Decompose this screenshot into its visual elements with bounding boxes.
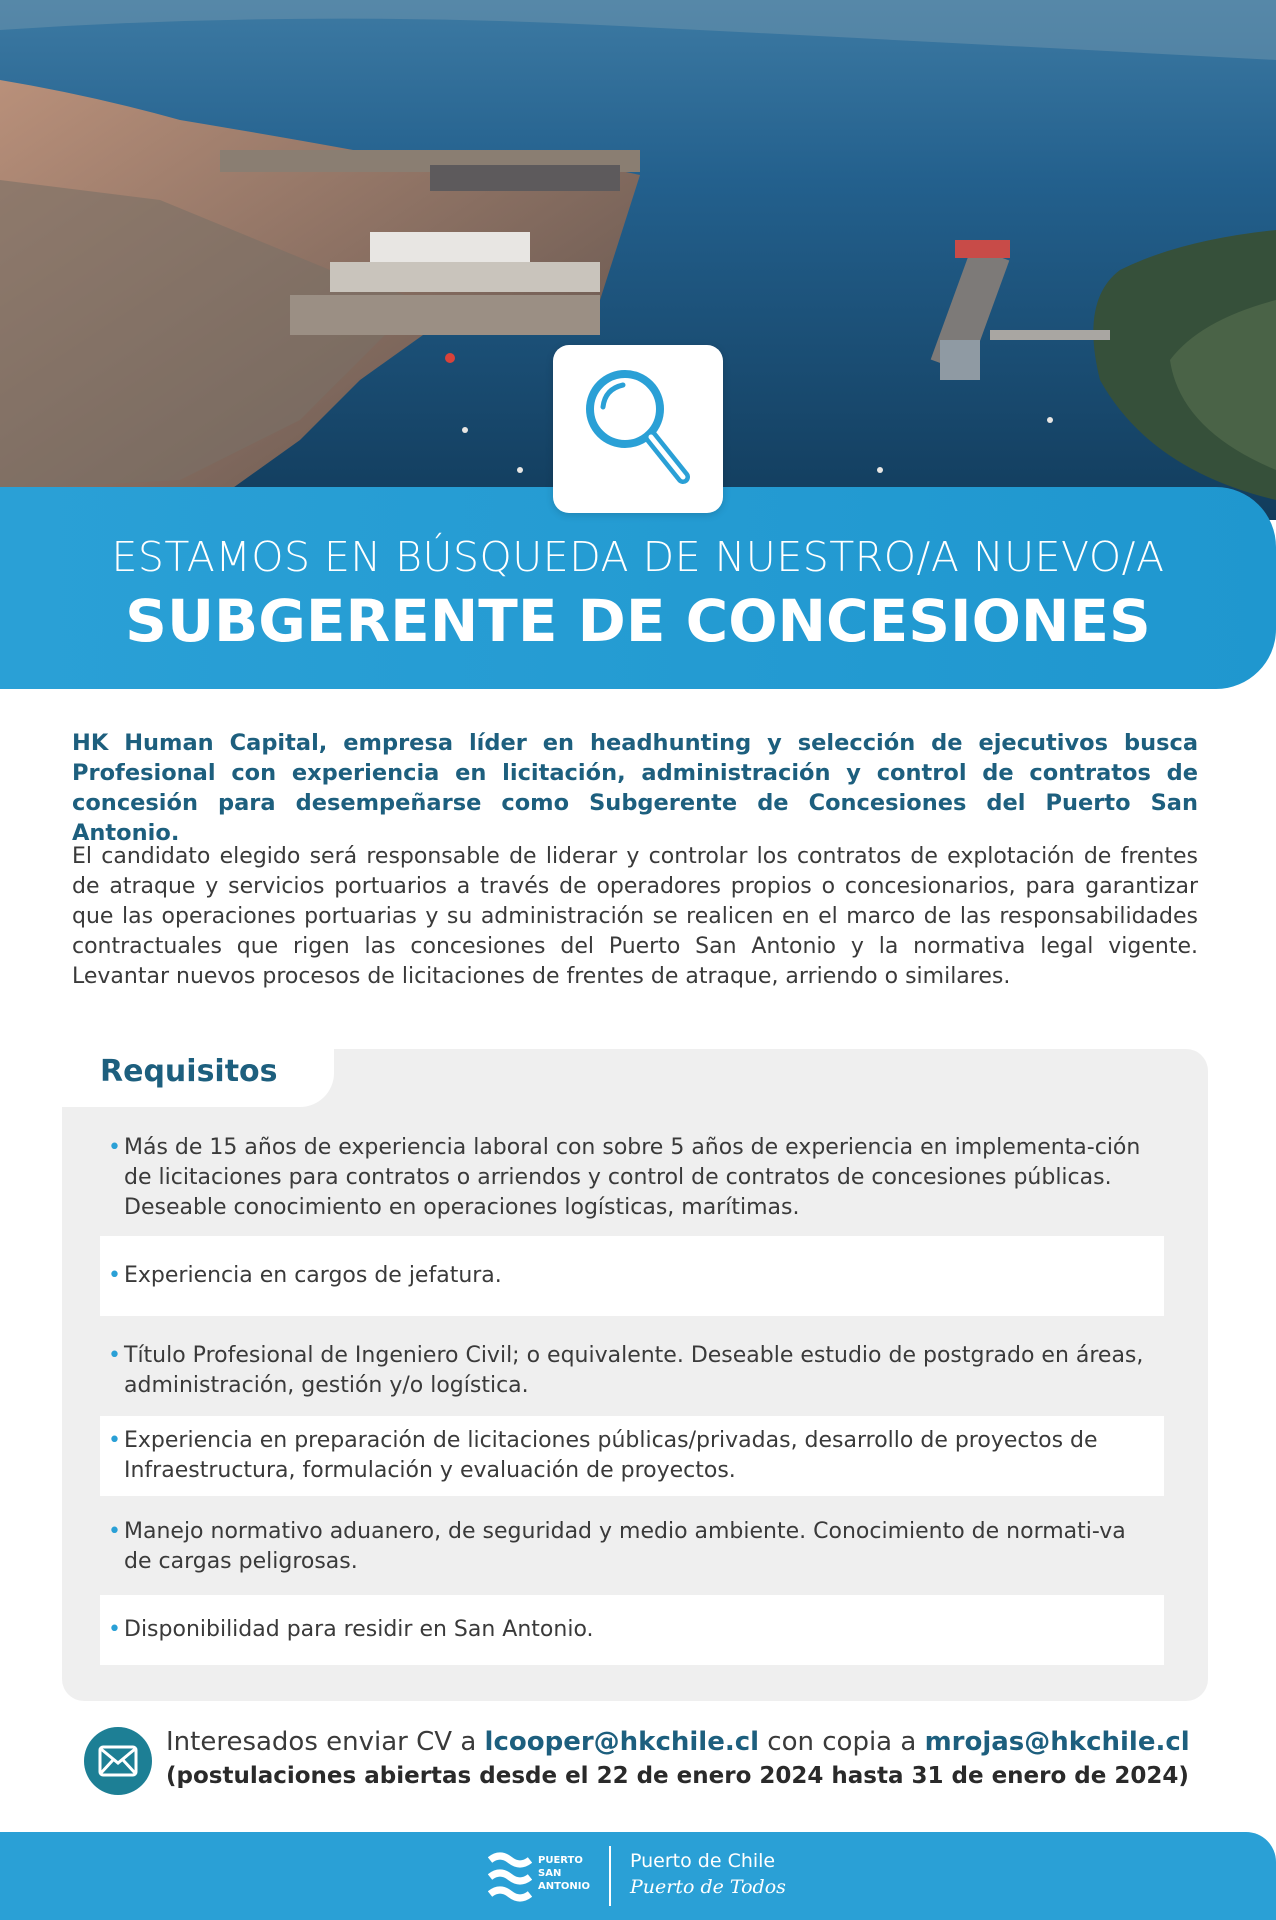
email-link-mrojas[interactable]: mrojas@hkchile.cl [924,1727,1190,1757]
list-item [100,1416,1164,1496]
bullet-icon: • [108,1617,121,1642]
logo-line: SAN [538,1868,562,1879]
puerto-de-todos-tagline: Puerto de Todos [630,1876,786,1898]
requirements-title: Requisitos [100,1054,278,1089]
banner-subtitle: ESTAMOS EN BÚSQUEDA DE NUESTRO/A NUEVO/A [111,533,1165,581]
logo-line: PUERTO [538,1855,583,1866]
title-banner [0,487,1276,689]
search-tile [553,345,723,513]
search-icon [583,367,693,491]
requirement-text: Experiencia en cargos de jefatura. [124,1263,502,1288]
list-item [100,1236,1164,1316]
mail-icon [84,1727,152,1795]
bullet-icon: • [108,1263,121,1288]
requirement-text: Título Profesional de Ingeniero Civil; o equivalente. Deseable estudio de postgrado en áreas, administración, gestión y/o logística. [124,1343,1144,1398]
banner-title: SUBGERENTE DE CONCESIONES [125,587,1151,655]
list-item [100,1517,1164,1577]
application-dates: (postulaciones abiertas desde el 22 de enero 2024 hasta 31 de enero de 2024) [166,1763,1189,1789]
logo-divider [609,1846,611,1906]
bullet-icon: • [108,1519,121,1544]
email-link-lcooper[interactable]: lcooper@hkchile.cl [484,1727,760,1757]
requirement-text: Manejo normativo aduanero, de seguridad y medio ambiente. Conocimiento de normati-va de cargas peligrosas. [124,1519,1126,1574]
contact-prefix: Interesados enviar CV a [166,1727,485,1757]
puerto-san-antonio-waves-icon [488,1850,532,1906]
description-paragraph: El candidato elegido será responsable de liderar y controlar los contratos de explotación de frentes de atraque y servicios portuarios a través de operadores propios o concesionarios, para garantizar que las operaciones portuarias y su administración se realicen en el marco de las responsabilidades contractuales que rigen las concesiones del Puerto San Antonio y la normativa legal vigente. Levantar nuevos procesos de licitaciones de frentes de atraque, arriendo o similares. [72,844,1198,989]
bullet-icon: • [108,1135,121,1160]
bullet-icon: • [108,1428,121,1453]
bullet-icon: • [108,1343,121,1368]
puerto-san-antonio-logo [538,1854,590,1893]
footer-bar [0,1832,1276,1920]
envelope-icon [98,1745,138,1777]
requirement-text: Más de 15 años de experiencia laboral con sobre 5 años de experiencia en implementa-ción de licitaciones para contratos o arriendos y control de contratos de concesiones públicas. Deseable conocimiento en operaciones logísticas, marítimas. [124,1135,1141,1220]
puerto-de-chile-logo: Puerto de Chile [630,1850,776,1872]
intro-paragraph: HK Human Capital, empresa líder en headhunting y selección de ejecutivos busca Profesional con experiencia en licitación, administración y control de contratos de concesión para desempeñarse como Subgerente de Concesiones del Puerto San Antonio. [72,730,1198,846]
list-item [100,1595,1164,1665]
contact-middle: con copia a [759,1727,925,1757]
list-item [100,1133,1164,1223]
list-item [100,1341,1164,1401]
logo-line: ANTONIO [538,1881,591,1892]
requirement-text: Experiencia en preparación de licitaciones públicas/privadas, desarrollo de proyectos de Infraestructura, formulación y evaluación de proyectos. [124,1428,1098,1483]
requirement-text: Disponibilidad para residir en San Antonio. [124,1617,594,1642]
contact-line [166,1727,1190,1757]
